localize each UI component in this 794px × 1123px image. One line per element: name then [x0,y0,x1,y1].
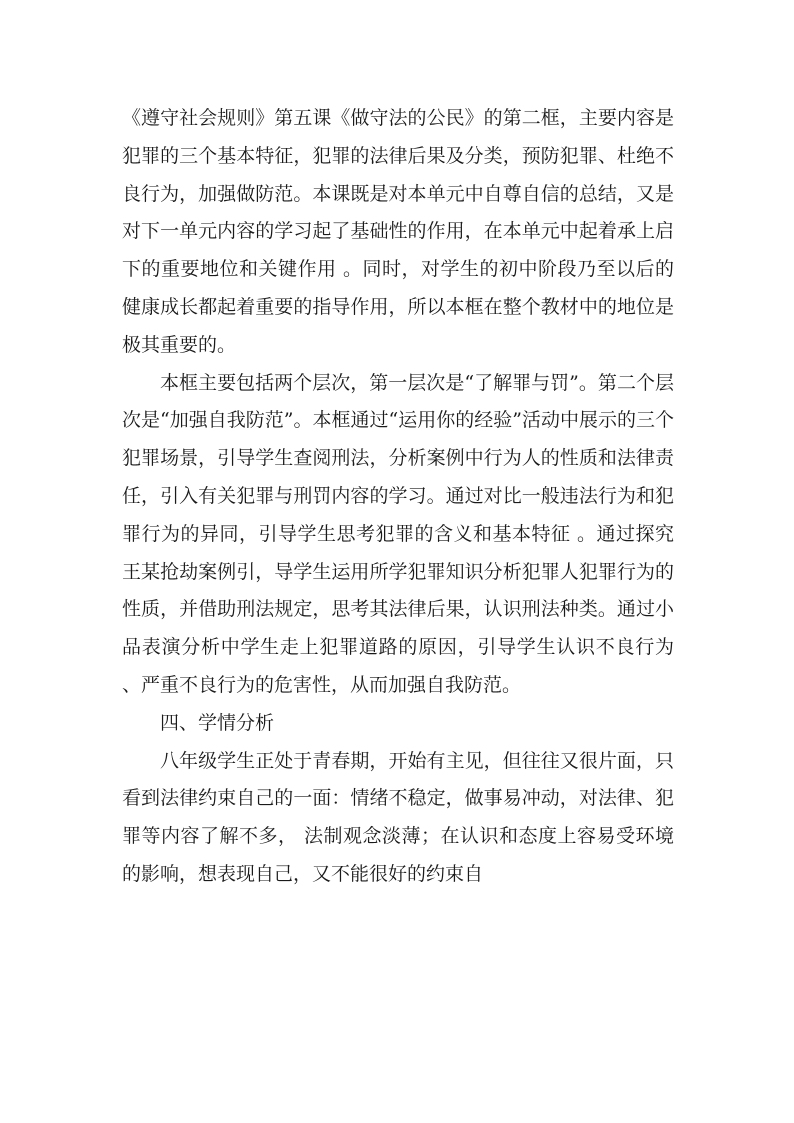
document-body [122,100,674,894]
paragraph-textbook-position: 《遵守社会规则》第五课《做守法的公民》的第二框，主要内容是犯罪的三个基本特征，犯罪的法律后果及分类，预防犯罪、杜绝不良行为，加强做防范。本课既是对本单元中自尊自信的总结，又是对下一单元内容的学习起了基础性的作用，在本单元中起着承上启下的重要地位和关键作用 。同时，对学生的初中阶段乃至以后的健康成长都起着重要的指导作用，所以本框在整个教材中的地位是极其重要的。 [122,107,674,356]
section-heading-student-analysis: 四、学情分析 [160,711,275,734]
paragraph-student-analysis: 八年级学生正处于青春期，开始有主见，但往往又很片面，只看到法律约束自己的一面：情绪不稳定，做事易冲动，对法律、犯罪等内容了解不多， 法制观念淡薄；在认识和态度上容易受环境的影响，想表现自己，又不能很好的约束自 [122,749,674,885]
paragraph-content-levels: 本框主要包括两个层次，第一层次是“了解罪与罚”。第二个层次是“加强自我防范”。本框通过“运用你的经验”活动中展示的三个犯罪场景，引导学生查阅刑法，分析案例中行为人的性质和法律责任，引入有关犯罪与刑罚内容的学习。通过对比一般违法行为和犯罪行为的异同，引导学生思考犯罪的含义和基本特征 。通过探究王某抢劫案例引，导学生运用所学犯罪知识分析犯罪人犯罪行为的性质，并借助刑法规定，思考其法律后果，认识刑法种类。通过小品表演分析中学生走上犯罪道路的原因，引导学生认识不良行为 、严重不良行为的危害性，从而加强自我防范。 [122,371,674,696]
